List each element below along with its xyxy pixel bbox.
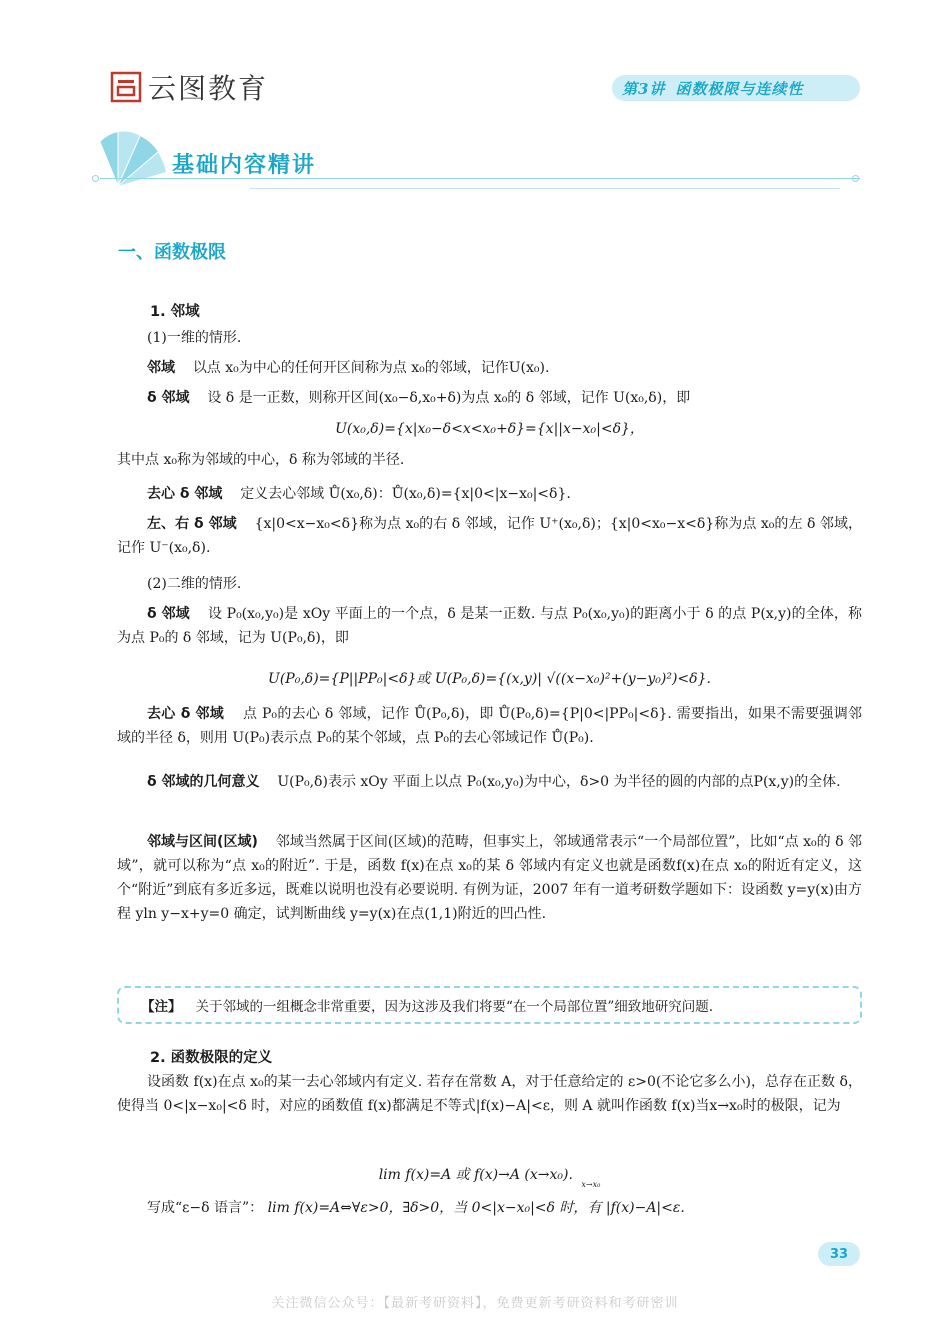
neighborhood-interval-text: 邻域当然属于区间(区域)的范畴，但事实上，邻域通常表示“一个局部位置”，比如“点 x₀的 δ 邻域”，就可以称为“点 x₀的附近”. 于是，函数 f(x)在点 x₀的某 δ 邻域内有定义也就是函数f(x)在点 x₀的附近有定义，这个“附近”到底有多近多远，既难以说明也没有必要说明. 有例为证，2007 年有一道考研数学题如下：设函数 y=y(x)由方程 yln y−x+y=0 确定，试判断曲线 y=y(x)在点(1,1)附近的凹凸性. — [117, 834, 863, 922]
paragraph-delta-neighborhood — [117, 386, 862, 410]
case-2-label: (2)二维的情形. — [147, 576, 242, 592]
limit-subscript: x→x₀ — [581, 1180, 601, 1189]
paragraph-center-radius: 其中点 x₀称为邻域的中心，δ 称为邻域的半径. — [117, 452, 405, 468]
paragraph-left-right — [117, 512, 862, 560]
paragraph-2d-punctured — [117, 702, 862, 750]
logo-mark-icon — [110, 71, 142, 103]
formula-limit — [117, 1164, 862, 1189]
brand-logo — [110, 70, 268, 104]
chapter-badge — [612, 75, 860, 101]
punctured-text: 定义去心邻域 Ů(x₀,δ)：Ů(x₀,δ)={x|0<|x−x₀|<δ}. — [240, 486, 571, 502]
epsilon-delta-formula: lim f(x)=A⇔∀ε>0，∃δ>0，当 0<|x−x₀|<δ 时，有 |f(x)−A|<ε. — [267, 1200, 685, 1216]
brand-name: 云图教育 — [148, 72, 269, 105]
2d-punctured-text: 点 P₀的去心 δ 邻域，记作 Ů(P₀,δ)，即 Ů(P₀,δ)={P|0<|PP₀|<δ}. 需要指出，如果不需要强调邻域的半径 δ，则用 U(P₀)表示点 P₀的某个邻域，点 P₀的去心邻域记作 Ů(P₀). — [117, 706, 862, 746]
limit-expression: lim f(x)=A 或 f(x)→A (x→x₀). — [378, 1167, 573, 1183]
footer-watermark: 关注微信公众号：【最新考研资料】，免费更新考研资料和考研密训 — [271, 1296, 679, 1311]
banner-divider-secondary — [250, 188, 840, 189]
paragraph-geometric-meaning — [117, 770, 862, 794]
term-neighborhood: 邻域 — [147, 360, 175, 376]
term-punctured-neighborhood: 去心 δ 邻域 — [147, 486, 223, 502]
note-box — [117, 986, 862, 1024]
paragraph-epsilon-delta — [117, 1196, 862, 1220]
subsection-heading-2: 2. 函数极限的定义 — [150, 1050, 273, 1066]
paragraph-2d-delta — [117, 602, 862, 650]
paragraph-limit-definition: 设函数 f(x)在点 x₀的某一去心邻域内有定义. 若存在常数 A，对于任意给定的 ε>0(不论它多么小)，总存在正数 δ，使得当 0<|x−x₀|<δ 时，对应的函数值 f(x)都满足不等式|f(x)−A|<ε，则 A 就叫作函数 f(x)当x→x₀时的极限，记为 — [117, 1074, 862, 1114]
paragraph-punctured — [117, 482, 862, 506]
subsection-heading: 1. 邻域 — [150, 304, 200, 320]
formula-delta-neighborhood: U(x₀,δ)={x|x₀−δ<x<x₀+δ}={x||x−x₀|<δ}， — [335, 421, 644, 437]
page-number: 33 — [818, 1242, 860, 1266]
term-geometric-meaning: δ 邻域的几何意义 — [147, 774, 260, 790]
geometric-meaning-text: U(P₀,δ)表示 xOy 平面上以点 P₀(x₀,y₀)为中心，δ>0 为半径的圆的内部的点P(x,y)的全体. — [277, 774, 841, 790]
banner-dot-left — [92, 175, 99, 182]
term-neighborhood-interval: 邻域与区间(区域) — [147, 834, 258, 850]
left-right-text: {x|0<x−x₀<δ}称为点 x₀的右 δ 邻域，记作 U⁺(x₀,δ)；{x|0<x₀−x<δ}称为点 x₀的左 δ 邻域，记作 U⁻(x₀,δ). — [117, 516, 862, 556]
note-text: 关于邻域的一组概念非常重要，因为这涉及我们将要“在一个局部位置”细致地研究问题. — [195, 999, 714, 1015]
epsilon-delta-prefix: 写成“ε−δ 语言”： — [147, 1200, 264, 1216]
term-2d-punctured: 去心 δ 邻域 — [147, 706, 225, 722]
note-tag: 【注】 — [141, 999, 182, 1015]
fan-ornament-icon — [98, 128, 176, 190]
2d-delta-text: 设 P₀(x₀,y₀)是 xOy 平面上的一个点，δ 是某一正数. 与点 P₀(x₀,y₀)的距离小于 δ 的点 P(x,y)的全体，称为点 P₀的 δ 邻域，记为 U(P₀,δ)，即 — [117, 606, 862, 646]
chapter-title: 函数极限与连续性 — [675, 79, 804, 98]
delta-neighborhood-text: 设 δ 是一正数，则称开区间(x₀−δ,x₀+δ)为点 x₀的 δ 邻域，记作 U(x₀,δ)，即 — [207, 390, 691, 406]
neighborhood-text: 以点 x₀为中心的任何开区间称为点 x₀的邻域，记作U(x₀). — [192, 360, 550, 376]
term-left-right-neighborhood: 左、右 δ 邻域 — [147, 516, 237, 532]
term-2d-delta-neighborhood: δ 邻域 — [147, 606, 190, 622]
section-banner-title: 基础内容精讲 — [172, 152, 317, 178]
term-delta-neighborhood: δ 邻域 — [147, 390, 190, 406]
section-title: 一、函数极限 — [118, 242, 226, 263]
case-1-label: (1)一维的情形. — [147, 330, 242, 346]
paragraph-neighborhood — [117, 356, 862, 380]
banner-dot-right — [852, 175, 859, 182]
banner-divider — [100, 178, 860, 179]
chapter-number: 第3讲 — [622, 79, 666, 98]
formula-2d-neighborhood: U(P₀,δ)={P||PP₀|<δ}或 U(P₀,δ)={(x,y)| √((x−x₀)²+(y−y₀)²)<δ}. — [268, 671, 711, 687]
paragraph-neighborhood-interval — [117, 830, 862, 926]
